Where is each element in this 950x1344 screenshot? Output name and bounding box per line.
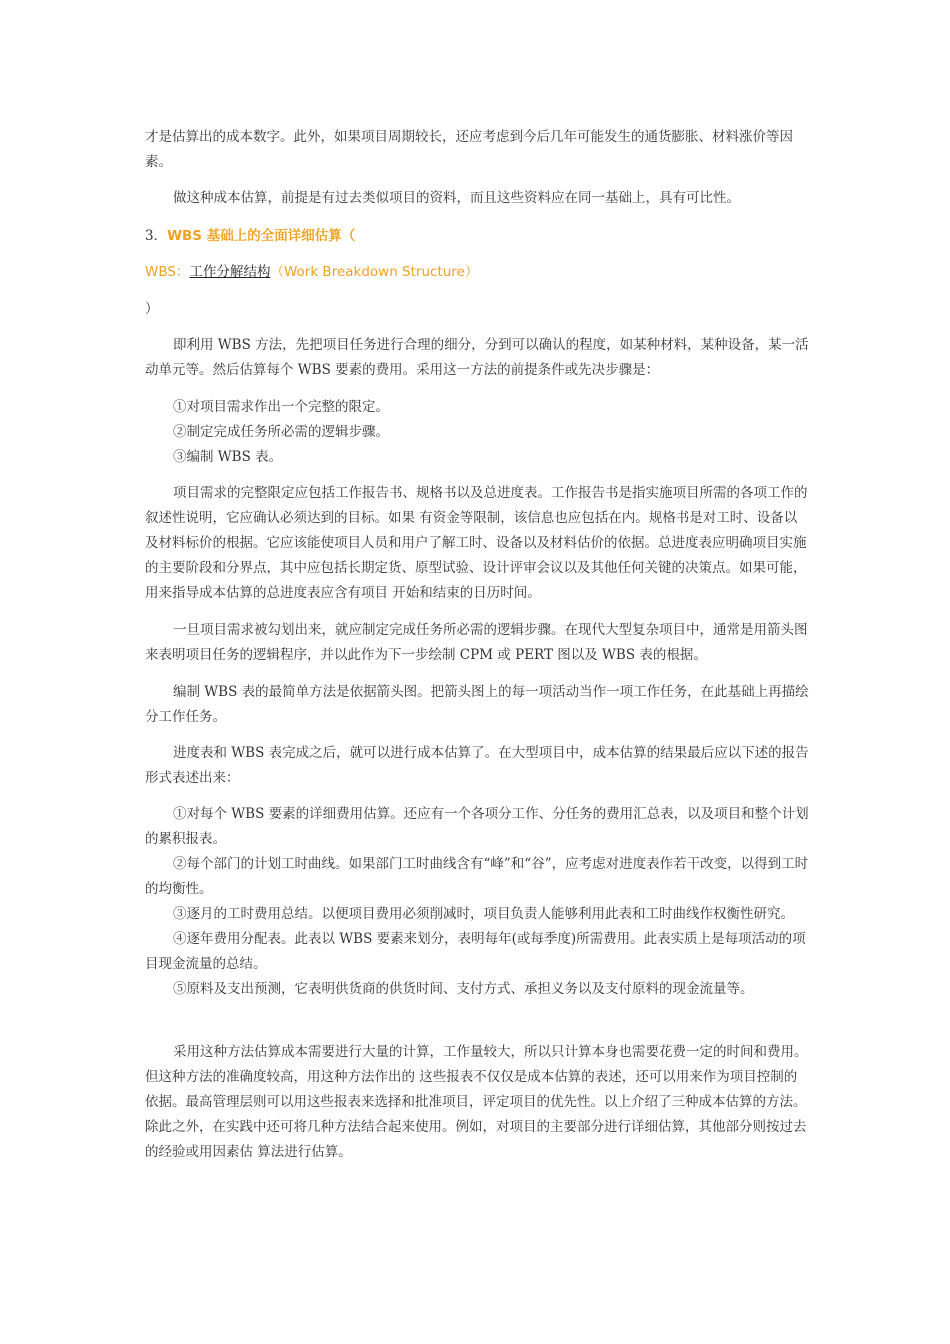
paragraph-wbs [145, 680, 810, 730]
list-item: ③编制 WBS 表。 [173, 449, 283, 465]
paragraph-intro [145, 333, 810, 383]
reports-list [145, 802, 810, 1002]
paragraph-text: 进度表和 WBS 表完成之后，就可以进行成本估算了。在大型项目中，成本估算的结果最后应以下述的报告形式表述出来： [145, 745, 809, 786]
paragraph-logic [145, 618, 810, 668]
paragraph-text: 做这种成本估算，前提是有过去类似项目的资料，而且这些资料应在同一基础上，具有可比性。 [173, 190, 740, 206]
list-item: ①对项目需求作出一个完整的限定。 [173, 399, 389, 415]
paragraph-text: 即利用 WBS 方法，先把项目任务进行合理的细分，分到可以确认的程度，如某种材料，某种设备，某一活动单元等。然后估算每个 WBS 要素的费用。采用这一方法的前提条件或先决步骤是： [145, 337, 809, 378]
paragraph-text: 采用这种方法估算成本需要进行大量的计算，工作量较大，所以只计算本身也需要花费一定的时间和费用。但这种方法的准确度较高，用这种方法作出的 这些报表不仅仅是成本估算的表述，还可以用来作为项目控制的依据。最高管理层则可以用这些报表来选择和批准项目，评定项目的优先性。以上介绍了三种成本估算的方法。除此之外，在实践中还可将几种方法结合起来使用。例如，对项目的主要部分进行详细估算，其他部分则按过去的经验或用因素估 算法进行估算。 [145, 1044, 808, 1160]
list-item: ①对每个 WBS 要素的详细费用估算。还应有一个各项分工作、分任务的费用汇总表，以及项目和整个计划的累积报表。 [145, 806, 809, 847]
paragraph-text: 编制 WBS 表的最简单方法是依据箭头图。把箭头图上的每一项活动当作一项工作任务，在此基础上再描绘分工作任务。 [145, 684, 809, 725]
paragraph-text: 才是估算出的成本数字。此外，如果项目周期较长，还应考虑到今后几年可能发生的通货膨胀、材料涨价等因素。 [145, 129, 793, 170]
paragraph-text: 一旦项目需求被勾划出来，就应制定完成任务所必需的逻辑步骤。在现代大型复杂项目中，通常是用箭头图来表明项目任务的逻辑程序，并以此作为下一步绘制 CPM 或 PERT 图以及 WBS 表的根据。 [145, 622, 808, 663]
list-item: ②每个部门的计划工时曲线。如果部门工时曲线含有“峰”和“谷”，应考虑对进度表作若干改变，以得到工时的均衡性。 [145, 856, 809, 897]
section-heading [145, 226, 810, 246]
wbs-definition-link[interactable]: 工作分解结构 [189, 264, 271, 280]
list-item: ⑤原料及支出预测，它表明供货商的供货时间、支付方式、承担义务以及支付原料的现金流量等。 [173, 981, 754, 997]
list-item: ③逐月的工时费用总结。以便项目费用必须削减时，项目负责人能够利用此表和工时曲线作权衡性研究。 [173, 906, 794, 922]
closing-paren-line [145, 297, 810, 322]
closing-paren: ） [145, 301, 159, 317]
list-item: ④逐年费用分配表。此表以 WBS 要素来划分，表明每年(或每季度)所需费用。此表实质上是每项活动的项目现金流量的总结。 [145, 931, 806, 972]
subheading-suffix: （Work Breakdown Structure） [270, 264, 479, 280]
paragraph-premise [145, 186, 810, 211]
list-item: ②制定完成任务所必需的逻辑步骤。 [173, 424, 389, 440]
paragraph-continuation [145, 125, 810, 175]
section-title: WBS 基础上的全面详细估算（ [167, 228, 356, 244]
subheading-prefix: WBS： [145, 264, 190, 280]
wbs-subheading [145, 262, 810, 282]
paragraph-requirements [145, 481, 810, 606]
section-number: 3． [145, 228, 168, 244]
paragraph-final [145, 1040, 810, 1165]
steps-list [145, 395, 810, 470]
paragraph-text: 项目需求的完整限定应包括工作报告书、规格书以及总进度表。工作报告书是指实施项目所需的各项工作的叙述性说明，它应确认必须达到的目标。如果 有资金等限制，该信息也应包括在内。规格书是对工时、设备以及材料标价的根据。它应该能使项目人员和用户了解工时、设备以及材料估价的依据。总进度表应明确项目实施的主要阶段和分界点，其中应包括长期定货、原型试验、设计评审会议以及其他任何关键的决策点。如果可能，用来指导成本估算的总进度表应含有项目 开始和结束的日历时间。 [145, 485, 808, 601]
paragraph-report [145, 741, 810, 791]
